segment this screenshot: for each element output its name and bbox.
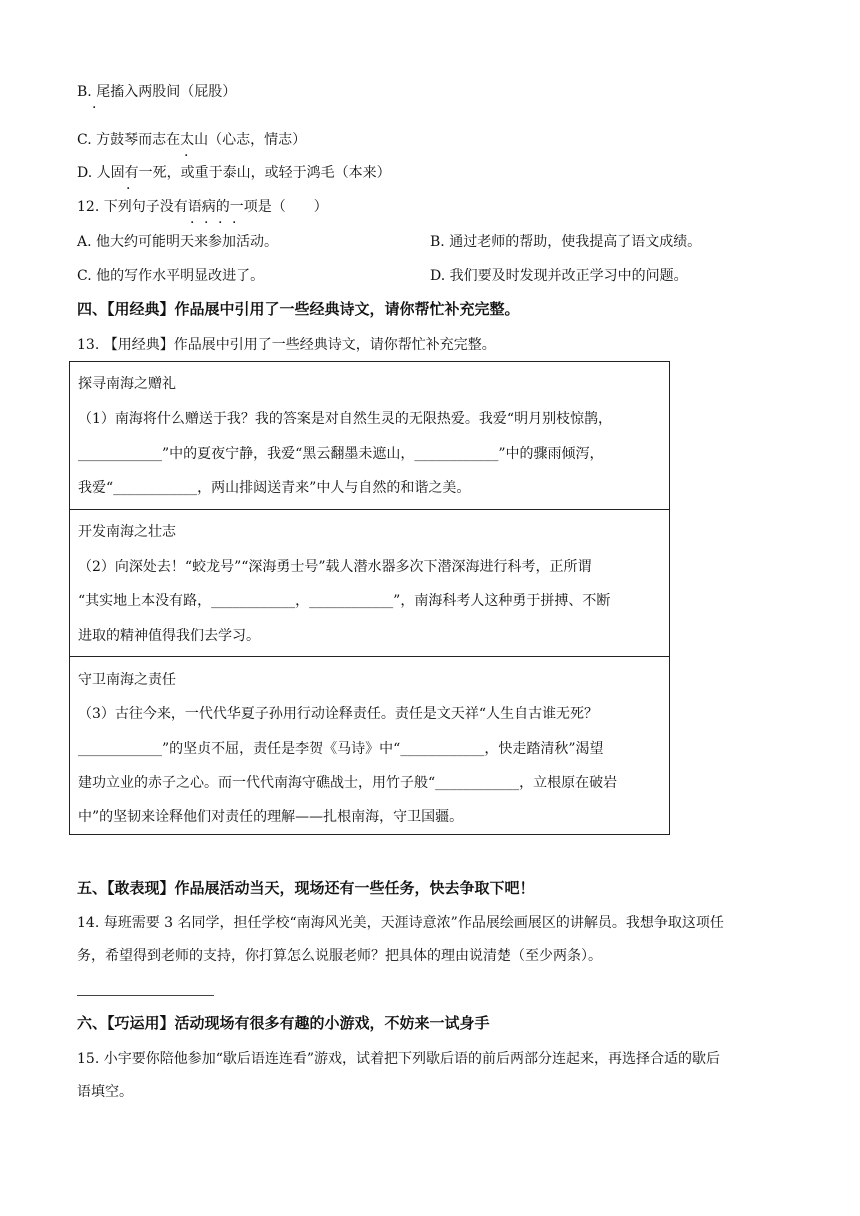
box-text-line: 进取的精神值得我们去学习。 bbox=[78, 628, 260, 644]
q13-stem: 13. 【用经典】作品展中引用了一些经典诗文，请你帮忙补充完整。 bbox=[77, 337, 496, 353]
box-text-line: （2）向深处去！“蛟龙号”“深海勇士号”载人潜水器多次下潜深海进行科考，正所谓 bbox=[78, 559, 592, 575]
emphasis-dot: · bbox=[204, 215, 209, 231]
box-text-line: （1）南海将什么赠送于我？我的答案是对自然生灵的无限热爱。我爱“明月别枝惊鹊， bbox=[78, 411, 613, 427]
box-text-line: 中”的坚韧来诠释他们对责任的理解——扎根南海，守卫国疆。 bbox=[78, 809, 464, 825]
emphasis-dot: · bbox=[184, 148, 189, 164]
q12-option-d: D. 我们要及时发现并改正学习中的问题。 bbox=[430, 268, 688, 284]
q12-option-c: C. 他的写作水平明显改进了。 bbox=[77, 268, 265, 284]
poem-fill-box bbox=[69, 361, 670, 835]
emphasis-dot: · bbox=[190, 215, 195, 231]
box-text-line: （3）古往今来，一代代华夏子孙用行动诠释责任。责任是文天祥“人生自古谁无死？ bbox=[78, 706, 599, 722]
section-title: 开发南海之壮志 bbox=[78, 524, 176, 540]
q12-stem: 12. 下列句子没有语病的一项是（ ） bbox=[77, 199, 328, 215]
box-section-duty bbox=[70, 656, 669, 835]
emphasis-dot: · bbox=[218, 215, 223, 231]
box-section-ambition bbox=[70, 509, 669, 657]
box-section-gift bbox=[70, 362, 669, 509]
q11-option-b: B. 尾搐入两股间（屁股） bbox=[77, 84, 237, 100]
emphasis-dot: · bbox=[126, 181, 131, 197]
box-text-line: ____________”中的夏夜宁静，我爱“黑云翻墨未遮山，____________”中的骤雨倾泻， bbox=[78, 446, 604, 462]
q14-text-line: 务，希望得到老师的支持，你打算怎么说服老师？把具体的理由说清楚（至少两条）。 bbox=[77, 948, 602, 964]
section-6-heading: 六、【巧运用】活动现场有很多有趣的小游戏，不妨来一试身手 bbox=[77, 1014, 490, 1032]
q11-option-c: C. 方鼓琴而志在太山（心志，情志） bbox=[77, 132, 307, 148]
q11-option-d: D. 人固有一死，或重于泰山，或轻于鸿毛（本来） bbox=[77, 165, 391, 181]
section-title: 探寻南海之赠礼 bbox=[78, 376, 176, 392]
section-4-heading: 四、【用经典】作品展中引用了一些经典诗文，请你帮忙补充完整。 bbox=[77, 300, 520, 318]
emphasis-dot: · bbox=[92, 100, 97, 116]
q15-text-line: 语填空。 bbox=[77, 1084, 133, 1100]
box-text-line: ____________”的坚贞不屈，责任是李贺《马诗》中“____________，快走踏清秋”渴望 bbox=[78, 741, 604, 757]
section-title: 守卫南海之责任 bbox=[78, 672, 176, 688]
section-5-heading: 五、【敢表现】作品展活动当天，现场还有一些任务，快去争取下吧！ bbox=[77, 879, 535, 897]
box-text-line: 我爱“____________，两山排闼送青来”中人与自然的和谐之美。 bbox=[78, 480, 471, 496]
emphasis-dot: · bbox=[232, 215, 237, 231]
q12-option-b: B. 通过老师的帮助，使我提高了语文成绩。 bbox=[430, 234, 702, 250]
q15-text-line: 15. 小宇要你陪他参加“歇后语连连看”游戏，试着把下列歇后语的前后两部分连起来，再选择合适的歇后 bbox=[77, 1051, 721, 1067]
box-text-line: 建功立业的赤子之心。而一代代南海守礁战士，用竹子般“____________，立根原在破岩 bbox=[78, 775, 618, 791]
answer-line bbox=[77, 995, 214, 996]
q14-text-line: 14. 每班需要 3 名同学，担任学校“南海风光美，天涯诗意浓”作品展绘画展区的讲解员。我想争取这项任 bbox=[77, 915, 724, 931]
box-text-line: “其实地上本没有路，____________，____________”，南海科考人这种勇于拼搏、不断 bbox=[78, 593, 611, 609]
q12-option-a: A. 他大约可能明天来参加活动。 bbox=[77, 234, 279, 250]
